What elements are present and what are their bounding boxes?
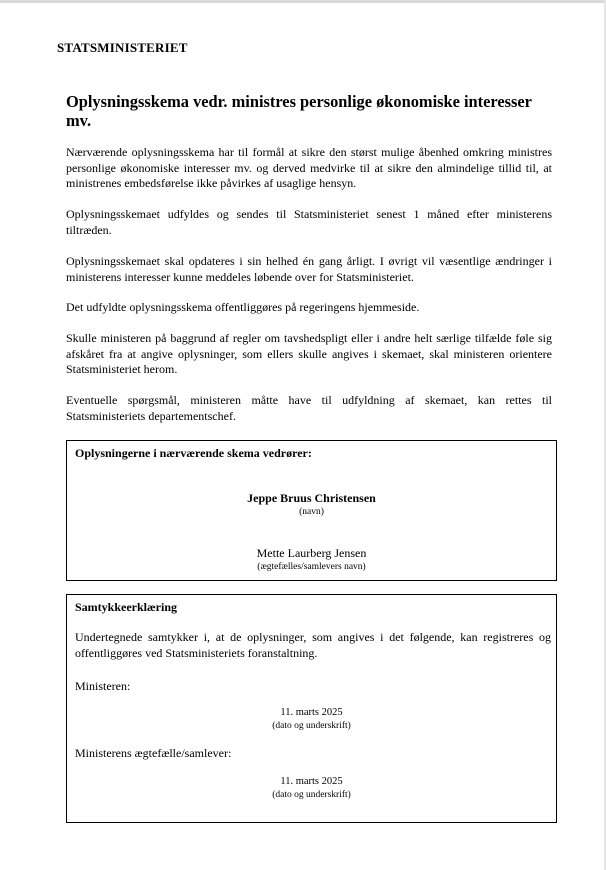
minister-name: Jeppe Bruus Christensen xyxy=(247,491,376,505)
consent-text: Undertegnede samtykker i, at de oplysninger, som angives i det følgende, kan registreres og offentliggøres ved Statsministeriets foranstaltning. xyxy=(75,630,551,660)
minister-signature-label: Ministeren: xyxy=(75,679,131,693)
spouse-name: Mette Laurberg Jensen xyxy=(256,546,367,560)
minister-signature-caption: (dato og underskrift) xyxy=(272,721,351,731)
ministry-header: STATSMINISTERIET xyxy=(57,40,188,55)
info-box xyxy=(66,440,557,581)
minister-name-caption: (navn) xyxy=(299,507,324,517)
page-top-border xyxy=(0,0,606,3)
minister-signature-date: 11. marts 2025 xyxy=(280,707,343,718)
paragraph-update: Oplysningsskemaet skal opdateres i sin helhed én gang årligt. I øvrigt vil væsentlige ændringer i ministerens interesser kunne meddeles løbende over for Statsministeriet. xyxy=(66,254,552,284)
paragraph-questions: Eventuelle spørgsmål, ministeren måtte have til udfyldning af skemaet, kan rettes til Statsministeriets departementschef. xyxy=(66,393,552,423)
document-title: Oplysningsskema vedr. ministres personlige økonomiske interesser mv. xyxy=(66,92,532,130)
info-box-heading: Oplysningerne i nærværende skema vedrører: xyxy=(75,446,312,460)
paragraph-publication: Det udfyldte oplysningsskema offentliggøres på regeringens hjemmeside. xyxy=(66,300,420,314)
paragraph-purpose: Nærværende oplysningsskema har til formål at sikre den størst mulige åbenhed omkring ministres personlige økonomiske interesser mv. og derved medvirke til at sikre den almindelige tillid til, at ministrenes embedsførelse ikke påvirkes af usaglige hensyn. xyxy=(66,145,552,191)
consent-box xyxy=(66,594,557,823)
spouse-signature-caption: (dato og underskrift) xyxy=(272,790,351,800)
consent-heading: Samtykkeerklæring xyxy=(75,600,177,614)
spouse-name-caption: (ægtefælles/samlevers navn) xyxy=(257,562,366,572)
spouse-signature-label: Ministerens ægtefælle/samlever: xyxy=(75,746,232,760)
paragraph-confidentiality: Skulle ministeren på baggrund af regler om tavshedspligt eller i andre helt særlige tilfælde føle sig afskåret fra at angive oplysninger, som ellers skulle angives i skemaet, skal ministeren orientere Statsministeriet herom. xyxy=(66,331,552,377)
paragraph-deadline: Oplysningsskemaet udfyldes og sendes til Statsministeriet senest 1 måned efter ministerens tiltræden. xyxy=(66,207,552,237)
spouse-signature-date: 11. marts 2025 xyxy=(280,776,343,787)
